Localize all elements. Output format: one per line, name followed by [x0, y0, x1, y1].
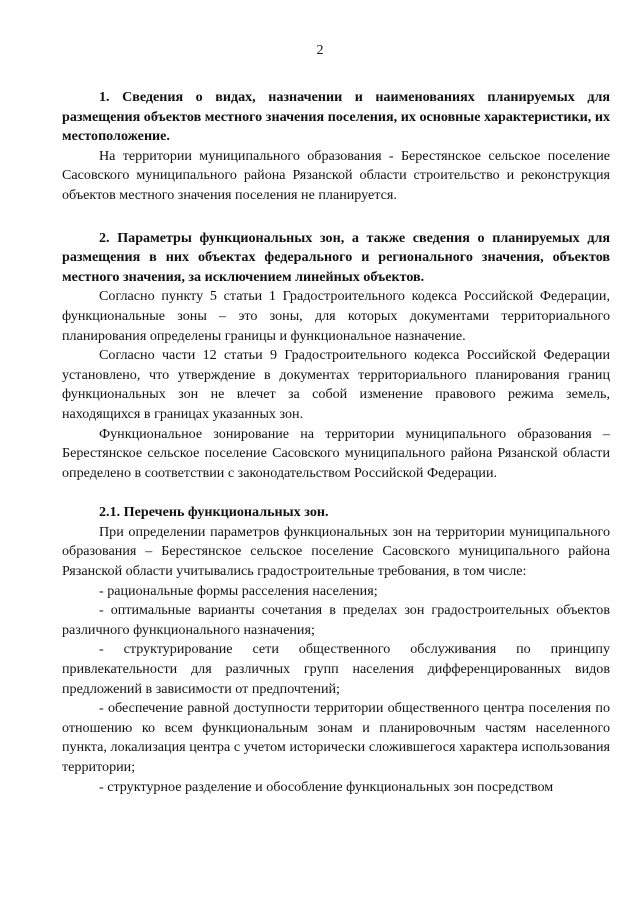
document-body [62, 88, 610, 797]
section-spacer [62, 206, 610, 229]
section-2-heading: 2. Параметры функциональных зон, а также сведения о планируемых для размещения в них объектах федерального и регионального значения, объектов местного значения, за исключением линейных объектов. [62, 229, 610, 285]
page-number: 2 [316, 43, 324, 58]
section-1-heading: 1. Сведения о видах, назначении и наименованиях планируемых для размещения объектов местного значения поселения, их основные характеристики, их местоположение. [62, 89, 610, 145]
section-2-1-heading: 2.1. Перечень функциональных зон. [99, 504, 329, 521]
requirement-list-item: - структурирование сети общественного обслуживания по принципу привлекательности для различных групп населения дифференцированных видов предложений в зависимости от предпочтений; [62, 641, 610, 697]
requirement-list-item: - оптимальные варианты сочетания в пределах зон градостроительных объектов различного функционального назначения; [62, 602, 610, 638]
section-2-paragraph: Согласно части 12 статьи 9 Градостроительного кодекса Российской Федерации установлено, что утверждение в документах территориального планирования границ функциональных зон не влечет за собой изменение правового режима земель, находящихся в границах указанных зон. [62, 347, 610, 422]
section-2-1-intro: При определении параметров функциональных зон на территории муниципального образования – Берестянское сельское поселение Сасовского муниципального района Рязанской области учитывались градостроительные требования, в том числе: [62, 523, 610, 580]
section-spacer [62, 483, 610, 503]
section-2-paragraph: Согласно пункту 5 статьи 1 Градостроительного кодекса Российской Федерации, функциональные зоны – это зоны, для которых документами территориального планирования определены границы и функциональное назначение. [62, 288, 610, 344]
section-1-paragraph: На территории муниципального образования - Берестянское сельское поселение Сасовского муниципального района Рязанской области строительство и реконструкция объектов местного значения поселения не планируется. [62, 147, 610, 203]
requirement-list-item: - структурное разделение и обособление функциональных зон посредством [99, 778, 554, 795]
requirement-list-item: - рациональные формы расселения населения; [99, 582, 378, 599]
requirement-list-item: - обеспечение равной доступности территории общественного центра поселения по отношению ко всем функциональным зонам и планировочным частям населенного пункта, локализация центра с учетом исторически сложившегося характера использования территории; [62, 700, 610, 775]
section-2-paragraph: Функциональное зонирование на территории муниципального образования – Берестянское сельское поселение Сасовского муниципального района Рязанской области определено в соответствии с законодательством Российской Федерации. [62, 425, 610, 481]
